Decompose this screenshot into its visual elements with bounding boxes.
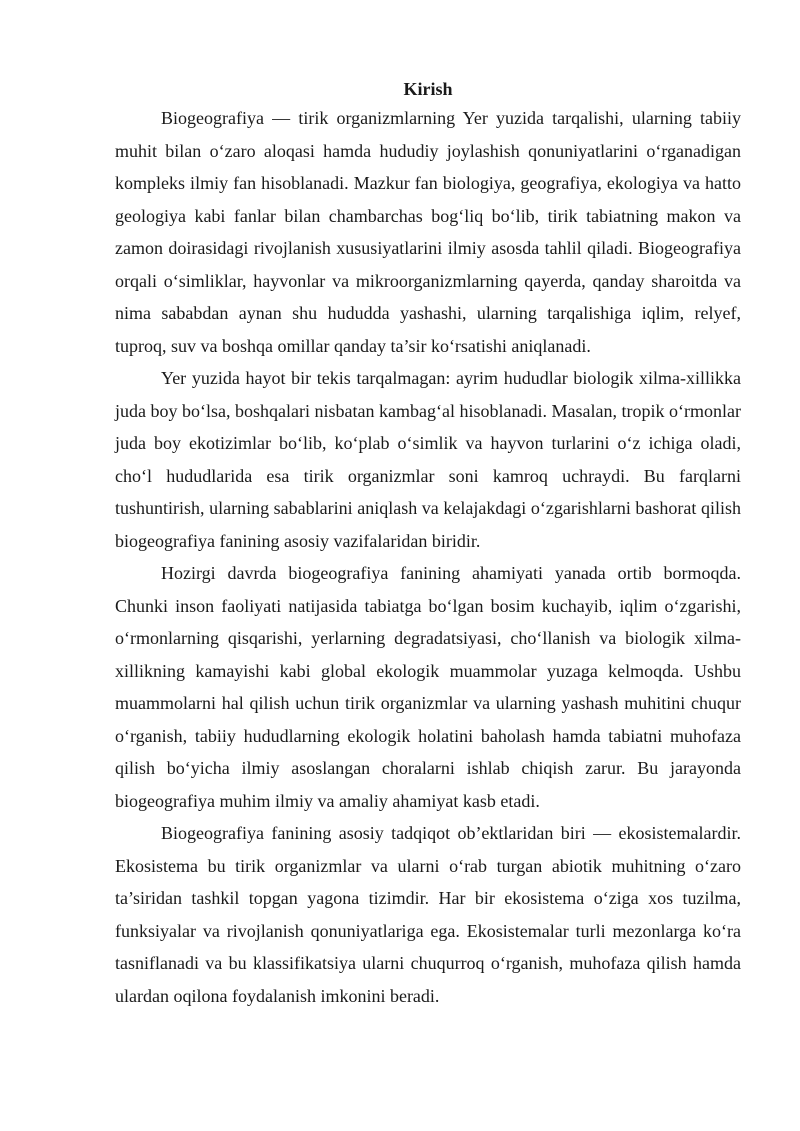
paragraph-4: Biogeografiya fanining asosiy tadqiqot ob’ektlaridan biri — ekosistemalardir. Ekosistema bu tirik organizmlar va ularni o‘rab turgan abiotik muhitning o‘zaro ta’siridan tashkil topgan yagona tizimdir. Har bir ekosistema o‘ziga xos tuzilma, funksiyalar va rivojlanish qonuniyatlariga ega. Ekosistemalar turli mezonlarga ko‘ra tasniflanadi va bu klassifikatsiya ularni chuqurroq o‘rganish, muhofaza qilish hamda ulardan oqilona foydalanish imkonini beradi. [115,823,741,1006]
paragraph-1: Biogeografiya — tirik organizmlarning Yer yuzida tarqalishi, ularning tabiiy muhit bilan o‘zaro aloqasi hamda hududiy joylashish qonuniyatlarini o‘rganadigan kompleks ilmiy fan hisoblanadi. Mazkur fan biologiya, geografiya, ekologiya va hatto geologiya kabi fanlar bilan chambarchas bog‘liq bo‘lib, tirik tabiatning makon va zamon doirasidagi rivojlanish xususiyatlarini ilmiy asosda tahlil qiladi. Biogeografiya orqali o‘simliklar, hayvonlar va mikroorganizmlarning qayerda, qanday sharoitda va nima sababdan aynan shu hududda yashashi, ularning tarqalishiga iqlim, relyef, tuproq, suv va boshqa omillar qanday ta’sir ko‘rsatishi aniqlanadi. [115,108,741,356]
section-title: Kirish [403,79,453,99]
paragraph-3: Hozirgi davrda biogeografiya fanining ahamiyati yanada ortib bormoqda. Chunki inson faoliyati natijasida tabiatga bo‘lgan bosim kuchayib, iqlim o‘zgarishi, o‘rmonlarning qisqarishi, yerlarning degradatsiyasi, cho‘llanish va biologik xilma-xillikning kamayishi kabi global ekologik muammolar yuzaga kelmoqda. Ushbu muammolarni hal qilish uchun tirik organizmlar va ularning yashash muhitini chuqur o‘rganish, tabiiy hududlarning ekologik holatini baholash hamda tabiatni muhofaza qilish bo‘yicha ilmiy asoslangan choralarni ishlab chiqish zarur. Bu jarayonda biogeografiya muhim ilmiy va amaliy ahamiyat kasb etadi. [115,563,741,811]
paragraph-2: Yer yuzida hayot bir tekis tarqalmagan: ayrim hududlar biologik xilma-xillikka juda boy bo‘lsa, boshqalari nisbatan kambag‘al hisoblanadi. Masalan, tropik o‘rmonlar juda boy ekotizimlar bo‘lib, ko‘plab o‘simlik va hayvon turlarini o‘z ichiga oladi, cho‘l hududlarida esa tirik organizmlar soni kamroq uchraydi. Bu farqlarni tushuntirish, ularning sabablarini aniqlash va kelajakdagi o‘zgarishlarni bashorat qilish biogeografiya fanining asosiy vazifalaridan biridir. [115,368,741,551]
document-body [115,76,741,1012]
